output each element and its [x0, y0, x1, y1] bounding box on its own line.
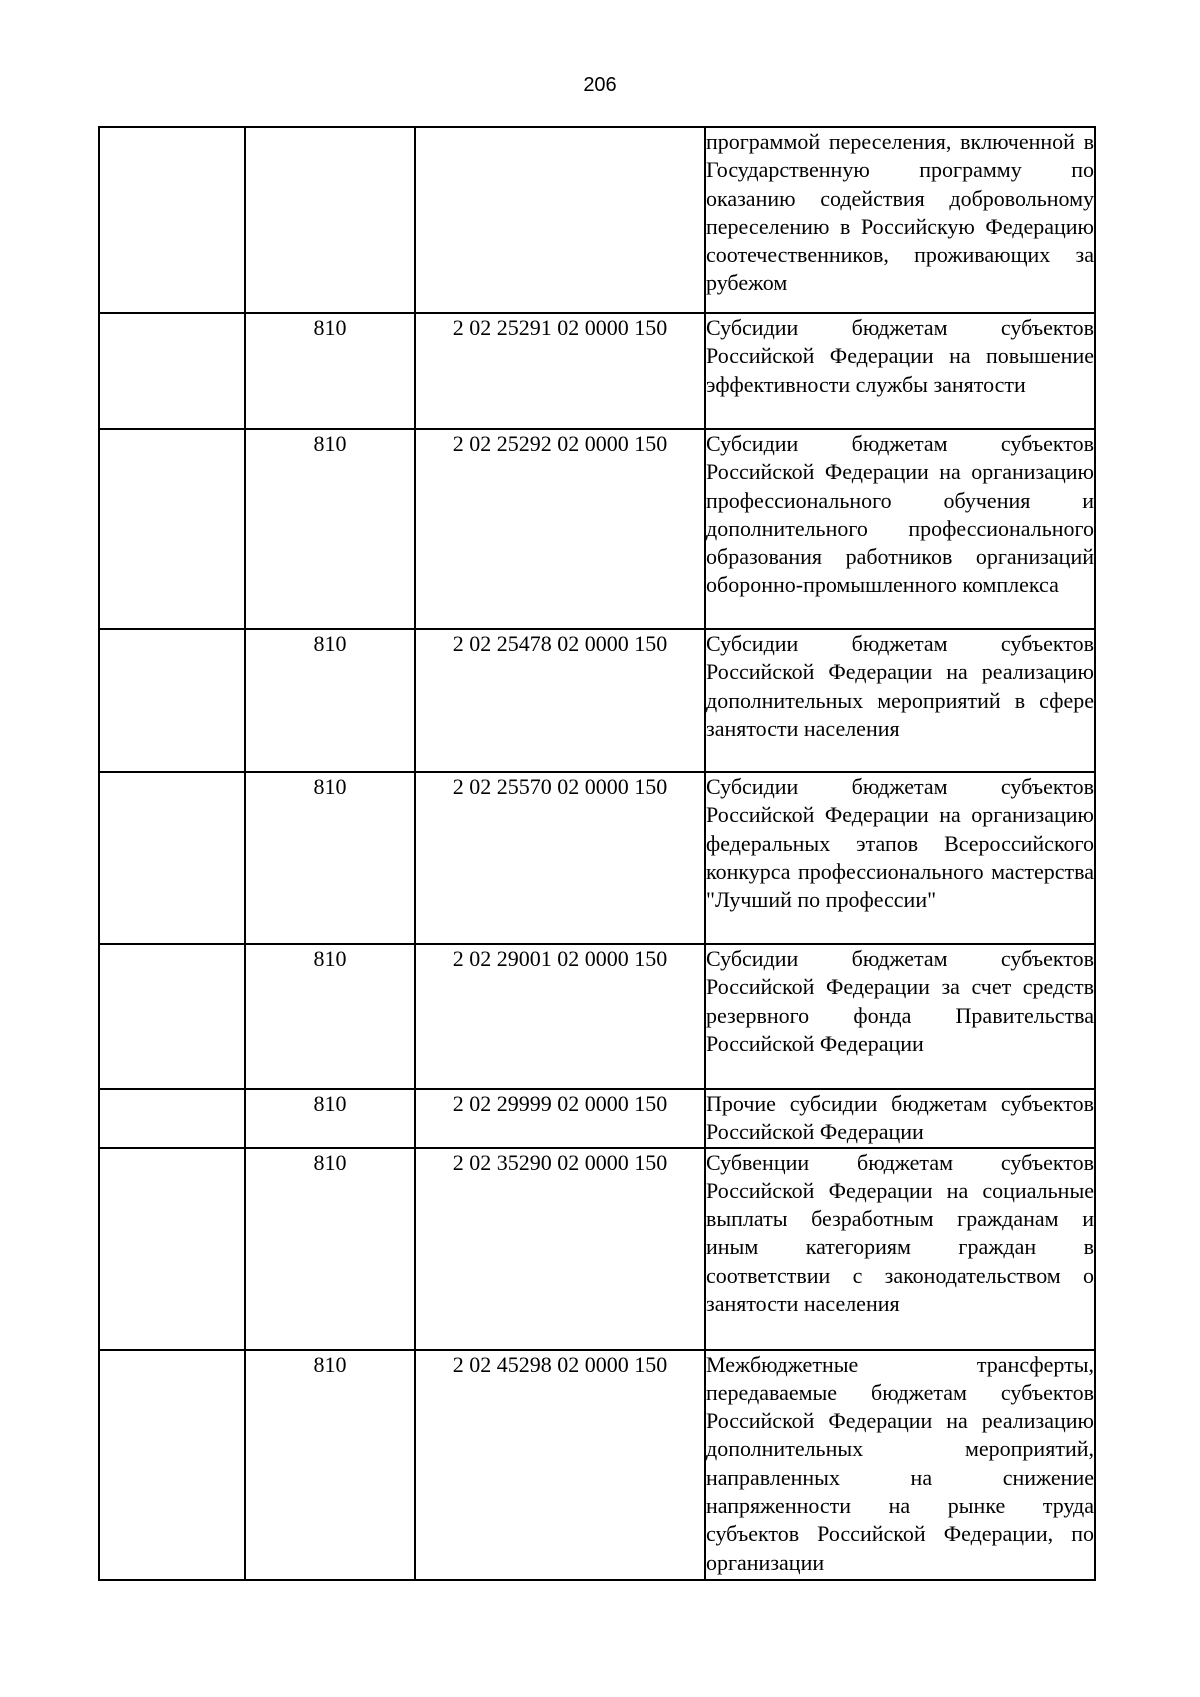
table-row: [99, 772, 1095, 944]
admin-code-cell: 810: [245, 313, 415, 429]
budget-code-cell: 2 02 25478 02 0000 150: [415, 629, 705, 772]
budget-codes-table: [98, 126, 1096, 1581]
empty-cell: [99, 429, 245, 629]
description-cell: Субсидии бюджетам субъектов Российской Федерации на организацию профессионального обучения и дополнительного профессионального образования работников организаций оборонно-промышленного комплекса: [705, 429, 1095, 629]
empty-cell: [99, 1350, 245, 1580]
admin-code-cell: 810: [245, 1350, 415, 1580]
budget-code-cell: 2 02 25291 02 0000 150: [415, 313, 705, 429]
table-row: [99, 429, 1095, 629]
admin-code-cell: 810: [245, 772, 415, 944]
admin-code-cell: 810: [245, 429, 415, 629]
table-row: [99, 1089, 1095, 1148]
admin-code-cell: 810: [245, 629, 415, 772]
admin-code-cell: 810: [245, 1148, 415, 1350]
empty-cell: [99, 127, 245, 313]
table-row: [99, 1350, 1095, 1580]
empty-cell: [99, 1148, 245, 1350]
budget-code-cell: 2 02 25570 02 0000 150: [415, 772, 705, 944]
budget-code-cell: 2 02 45298 02 0000 150: [415, 1350, 705, 1580]
empty-cell: [99, 1089, 245, 1148]
budget-code-cell: 2 02 35290 02 0000 150: [415, 1148, 705, 1350]
description-cell: программой переселения, включенной в Государственную программу по оказанию содействия добровольному переселению в Российскую Федерацию соотечественников, проживающих за рубежом: [705, 127, 1095, 313]
budget-code-cell: 2 02 29001 02 0000 150: [415, 944, 705, 1089]
table-row: [99, 629, 1095, 772]
empty-cell: [99, 944, 245, 1089]
budget-code-cell: 2 02 29999 02 0000 150: [415, 1089, 705, 1148]
table-row: [99, 1148, 1095, 1350]
admin-code-cell: 810: [245, 944, 415, 1089]
table-row: [99, 127, 1095, 313]
table-row: [99, 944, 1095, 1089]
description-cell: Субсидии бюджетам субъектов Российской Федерации за счет средств резервного фонда Правительства Российской Федерации: [705, 944, 1095, 1089]
empty-cell: [99, 772, 245, 944]
budget-code-cell: 2 02 25292 02 0000 150: [415, 429, 705, 629]
description-cell: Межбюджетные трансферты, передаваемые бюджетам субъектов Российской Федерации на реализацию дополнительных мероприятий, направленных на снижение напряженности на рынке труда субъектов Российской Федерации, по организации: [705, 1350, 1095, 1580]
budget-code-cell: [415, 127, 705, 313]
description-cell: Субвенции бюджетам субъектов Российской Федерации на социальные выплаты безработным гражданам и иным категориям граждан в соответствии с законодательством о занятости населения: [705, 1148, 1095, 1350]
empty-cell: [99, 629, 245, 772]
description-cell: Субсидии бюджетам субъектов Российской Федерации на повышение эффективности службы занятости: [705, 313, 1095, 429]
page-number: 206: [583, 74, 617, 96]
description-cell: Субсидии бюджетам субъектов Российской Федерации на организацию федеральных этапов Всероссийского конкурса профессионального мастерства "Лучший по профессии": [705, 772, 1095, 944]
admin-code-cell: 810: [245, 1089, 415, 1148]
description-cell: Субсидии бюджетам субъектов Российской Федерации на реализацию дополнительных мероприятий в сфере занятости населения: [705, 629, 1095, 772]
table-row: [99, 313, 1095, 429]
admin-code-cell: [245, 127, 415, 313]
description-cell: Прочие субсидии бюджетам субъектов Российской Федерации: [705, 1089, 1095, 1148]
empty-cell: [99, 313, 245, 429]
